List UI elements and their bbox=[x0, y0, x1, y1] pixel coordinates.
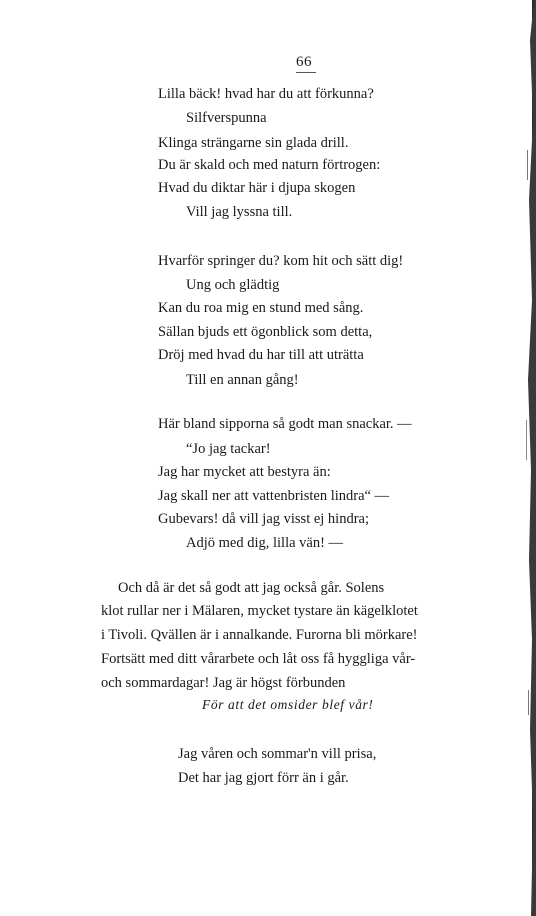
italic-line: För att det omsider blef vår! bbox=[202, 697, 374, 712]
poem-line: Sällan bjuds ett ögonblick som detta, bbox=[158, 324, 373, 340]
poem-line: Hvad du diktar här i djupa skogen bbox=[158, 180, 356, 196]
page-number-rule bbox=[296, 72, 316, 73]
page-binding-edge bbox=[524, 0, 536, 916]
prose-line: i Tivoli. Qvällen är i annalkande. Furorna bli mörkare! bbox=[101, 627, 418, 643]
prose-line: klot rullar ner i Mälaren, mycket tystare än kägelklotet bbox=[101, 603, 418, 619]
poem-line: Du är skald och med naturn förtrogen: bbox=[158, 157, 381, 173]
poem-line: Ung och glädtig bbox=[186, 277, 280, 293]
poem-line: Vill jag lyssna till. bbox=[186, 204, 293, 220]
poem-line: Silfverspunna bbox=[186, 110, 267, 126]
poem-line: Kan du roa mig en stund med sång. bbox=[158, 300, 364, 316]
poem-line: Dröj med hvad du har till att uträtta bbox=[158, 347, 364, 363]
page-number: 66 bbox=[296, 54, 312, 70]
poem-line: “Jo jag tackar! bbox=[186, 441, 271, 457]
poem-line: Gubevars! då vill jag visst ej hindra; bbox=[158, 511, 370, 527]
prose-line: Fortsätt med ditt vårarbete och låt oss få hyggliga vår- bbox=[101, 651, 416, 667]
poem-line: Adjö med dig, lilla vän! — bbox=[186, 535, 344, 551]
prose-line: och sommardagar! Jag är högst förbunden bbox=[101, 675, 346, 691]
closing-line: Jag våren och sommar'n vill prisa, bbox=[178, 746, 377, 762]
poem-line: Hvarför springer du? kom hit och sätt dig! bbox=[158, 253, 404, 269]
prose-line: Och då är det så godt att jag också går. Solens bbox=[118, 580, 385, 596]
poem-line: Jag har mycket att bestyra än: bbox=[158, 464, 331, 480]
poem-line: Jag skall ner att vattenbristen lindra“ — bbox=[158, 488, 390, 504]
closing-line: Det har jag gjort förr än i går. bbox=[178, 770, 349, 786]
poem-line: Lilla bäck! hvad har du att förkunna? bbox=[158, 86, 374, 102]
poem-line: Till en annan gång! bbox=[186, 372, 299, 388]
poem-line: Här bland sipporna så godt man snackar. — bbox=[158, 416, 412, 432]
poem-line: Klinga strängarne sin glada drill. bbox=[158, 135, 349, 151]
